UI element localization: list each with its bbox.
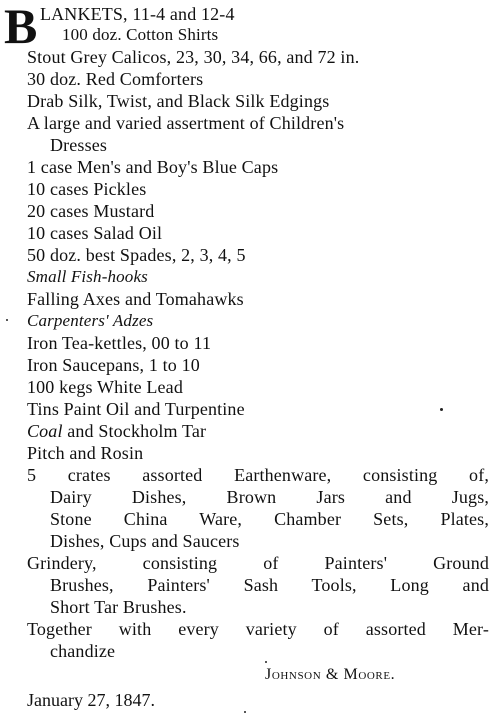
line-fish-hooks: Small Fish-hooks	[27, 267, 148, 286]
line-earthenware: 5 crates assorted Earthenware, consisting of,	[27, 465, 489, 485]
line-axes: Falling Axes and Tomahawks	[27, 289, 244, 309]
line-paint-oil: Tins Paint Oil and Turpentine	[27, 399, 245, 419]
line-pitch-rosin: Pitch and Rosin	[27, 443, 144, 463]
line-cotton-shirts: 100 doz. Cotton Shirts	[62, 25, 219, 44]
line-silk-edgings: Drab Silk, Twist, and Black Silk Edgings	[27, 91, 330, 111]
line-caps: 1 case Men's and Boy's Blue Caps	[27, 157, 279, 177]
drop-cap-letter: B	[4, 0, 38, 54]
advert-heading: LANKETS, 11-4 and 12-4	[40, 4, 235, 24]
coal-word: Coal	[27, 421, 63, 441]
line-saucepans: Iron Saucepans, 1 to 10	[27, 355, 200, 375]
line-grindery: Grindery, consisting of Painters' Ground	[27, 553, 489, 573]
print-speck	[6, 319, 8, 321]
line-cups-saucers: Dishes, Cups and Saucers	[50, 531, 240, 551]
line-comforters: 30 doz. Red Comforters	[27, 69, 204, 89]
stockholm-tar-text: and Stockholm Tar	[62, 421, 207, 441]
line-mustard: 20 cases Mustard	[27, 201, 155, 221]
line-salad-oil: 10 cases Salad Oil	[27, 223, 163, 243]
line-calicos: Stout Grey Calicos, 23, 30, 34, 66, and 72 in.	[27, 47, 360, 67]
line-white-lead: 100 kegs White Lead	[27, 377, 183, 397]
line-brushes: Brushes, Painters' Sash Tools, Long and	[50, 575, 489, 595]
line-pickles: 10 cases Pickles	[27, 179, 147, 199]
line-tar-brushes: Short Tar Brushes.	[50, 597, 187, 617]
line-tea-kettles: Iron Tea-kettles, 00 to 11	[27, 333, 212, 353]
line-stone-china: Stone China Ware, Chamber Sets, Plates,	[50, 509, 489, 529]
merchant-signature: Johnson & Moore.	[265, 666, 396, 683]
line-merchandize: Together with every variety of assorted Mer-	[27, 619, 489, 639]
line-adzes: Carpenters' Adzes	[27, 311, 154, 330]
print-speck	[244, 711, 246, 713]
line-dresses: Dresses	[50, 135, 108, 155]
line-dairy-dishes: Dairy Dishes, Brown Jars and Jugs,	[50, 487, 489, 507]
print-speck	[440, 408, 443, 411]
print-speck	[265, 661, 267, 663]
line-spades: 50 doz. best Spades, 2, 3, 4, 5	[27, 245, 246, 265]
line-coal-tar	[27, 420, 206, 442]
line-chandize: chandize	[50, 641, 116, 661]
advert-date: January 27, 1847.	[27, 690, 155, 710]
line-childrens-assortment: A large and varied assertment of Children's	[27, 113, 345, 133]
